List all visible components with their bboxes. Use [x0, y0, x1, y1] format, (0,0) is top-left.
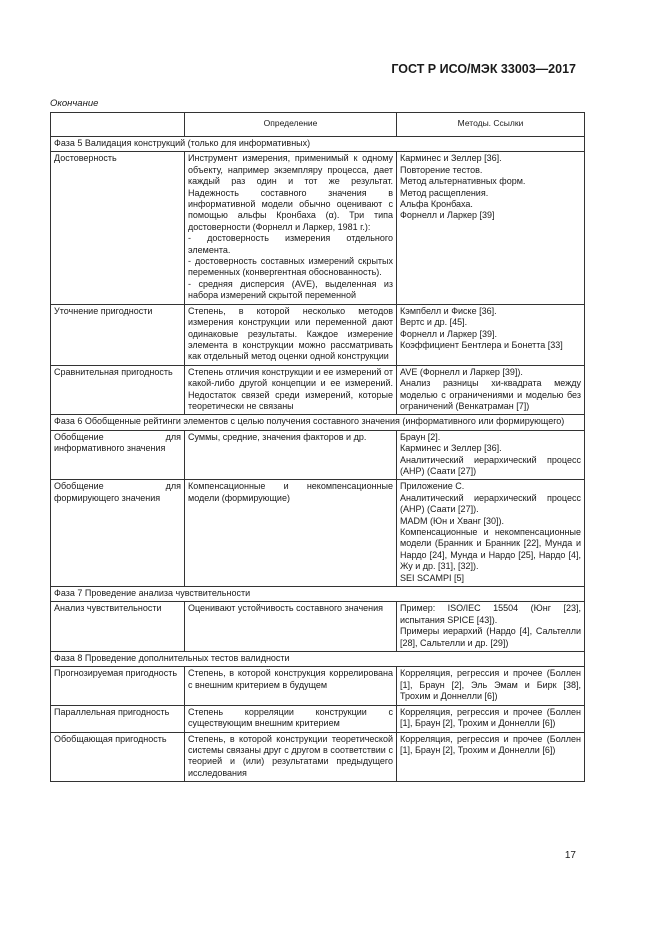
criterion-cell: Обобщение для информативного значения — [51, 430, 185, 480]
methods-table — [50, 112, 585, 782]
column-header-criterion — [51, 113, 185, 137]
phase-row — [51, 587, 585, 602]
method-reference: Корреляция, регрессия и прочее (Боллен [1], Браун [2], Эль Эмам и Бирк [38], Трохим и Доннелли [6]) — [400, 668, 581, 702]
method-reference: Примеры иерархий (Нардо [4], Сальтелли [28], Сальтелли и др. [29]) — [400, 626, 581, 648]
method-reference: Альфа Кронбаха. — [400, 199, 473, 210]
criterion-cell: Обобщающая пригодность — [51, 732, 185, 782]
method-reference: Метод альтернативных форм. — [400, 176, 526, 187]
column-header-definition: Определение — [185, 113, 397, 137]
phase-row — [51, 137, 585, 152]
method-reference: Коэффициент Бентлера и Бонетта [33] — [400, 339, 563, 350]
definition-text: Компенсационные и некомпенсационные модели (формирующие) — [188, 481, 393, 503]
document-code-header: ГОСТ Р ИСО/МЭК 33003—2017 — [391, 62, 576, 76]
methods-cell — [397, 732, 585, 782]
methods-cell — [397, 705, 585, 732]
definition-text: Степень отличия конструкции и ее измерений от какой-либо другой концепции и ее измерений. Недостаток связей среди измерений, которые теоретически не связаны — [188, 366, 393, 411]
method-reference: Карминес и Зеллер [36]. — [400, 443, 502, 454]
definition-text: Суммы, средние, значения факторов и др. — [188, 431, 367, 442]
table-row — [51, 480, 585, 587]
definition-cell — [185, 705, 397, 732]
method-reference: Корреляция, регрессия и прочее (Боллен [1], Браун [2], Трохим и Доннелли [6]) — [400, 706, 581, 729]
continuation-label: Окончание — [50, 98, 99, 109]
method-reference: Аналитический иерархический процесс (AHP) (Саати [27]) — [400, 454, 581, 476]
method-reference: Кэмпбелл и Фиске [36]. — [400, 305, 497, 316]
definition-cell — [185, 732, 397, 782]
method-reference: SEI SCAMPI [5] — [400, 572, 465, 583]
definition-cell — [185, 602, 397, 652]
methods-cell — [397, 430, 585, 480]
definition-cell — [185, 152, 397, 304]
column-header-methods: Методы. Ссылки — [397, 113, 585, 137]
criterion-cell: Уточнение пригодности — [51, 304, 185, 365]
method-reference: Приложение С. — [400, 481, 465, 492]
table-row — [51, 667, 585, 705]
definition-cell — [185, 480, 397, 587]
definition-text: Степень, в которой конструкции теоретической системы связаны друг с другом в соответствии с теорией и (или) результатами предыдущего исследования — [188, 733, 393, 778]
method-reference: Анализ разницы хи-квадрата между моделью с ограничениями и моделью без ограничений (Венкатраман [7]) — [400, 378, 581, 411]
criterion-cell: Анализ чувствительности — [51, 602, 185, 652]
phase-row — [51, 415, 585, 430]
definition-text: Степень корреляции конструкции с существующим внешним критерием — [188, 706, 393, 729]
definition-cell — [185, 430, 397, 480]
method-reference: Корреляция, регрессия и прочее (Боллен [1], Браун [2], Трохим и Доннелли [6]) — [400, 733, 581, 755]
definition-item: - достоверность измерения отдельного элемента. — [188, 233, 393, 255]
table-row — [51, 152, 585, 304]
method-reference: Форнелл и Ларкер [39]. — [400, 328, 498, 339]
definition-text: Оценивают устойчивость составного значения — [188, 603, 384, 614]
table-row — [51, 705, 585, 732]
criterion-cell: Параллельная пригодность — [51, 705, 185, 732]
table-header-row — [51, 113, 585, 137]
page-number: 17 — [564, 850, 576, 861]
method-reference: Повторение тестов. — [400, 164, 483, 175]
definition-cell — [185, 365, 397, 415]
methods-cell — [397, 480, 585, 587]
table-row — [51, 430, 585, 480]
method-reference: Форнелл и Ларкер [39] — [400, 210, 495, 221]
definition-item: - средняя дисперсия (AVE), выделенная из набора измерений скрытой переменной — [188, 278, 393, 301]
method-reference: MADM (Юн и Хванг [30]). — [400, 515, 505, 526]
method-reference: Компенсационные и некомпенсационные модели (Бранник и Бранник [22], Мунда и Нардо [24], Мунда и Нардо [25], Нардо [4], Жу и др. [31], [32]). — [400, 527, 581, 572]
methods-cell — [397, 667, 585, 705]
table-row — [51, 365, 585, 415]
definition-cell — [185, 304, 397, 365]
definition-text: Степень, в которой конструкция коррелирована с внешним критерием в будущем — [188, 668, 393, 690]
table-row — [51, 304, 585, 365]
criterion-cell: Обобщение для формирующего значения — [51, 480, 185, 587]
method-reference: Карминес и Зеллер [36]. — [400, 153, 502, 164]
methods-cell — [397, 365, 585, 415]
table-row — [51, 602, 585, 652]
phase-title: Фаза 7 Проведение анализа чувствительности — [51, 587, 585, 602]
method-reference: Пример: ISO/IEC 15504 (Юнг [23], испытания SPICE [43]). — [400, 603, 581, 625]
table-body — [51, 137, 585, 782]
definition-cell — [185, 667, 397, 705]
phase-title: Фаза 5 Валидация конструкций (только для информативных) — [51, 137, 585, 152]
criterion-cell: Прогнозируемая пригодность — [51, 667, 185, 705]
method-reference: Вертс и др. [45]. — [400, 317, 468, 328]
table-row — [51, 732, 585, 782]
phase-row — [51, 652, 585, 667]
definition-text: Степень, в которой несколько методов измерения конструкции или переменной дают одинаковые результаты. Каждое измерение элемента в конструкции можно рассматривать как отдельный метод оценки одной конструкции — [188, 305, 393, 362]
criterion-cell: Сравнительная пригодность — [51, 365, 185, 415]
method-reference: Браун [2]. — [400, 431, 441, 442]
methods-cell — [397, 152, 585, 304]
methods-cell — [397, 304, 585, 365]
method-reference: Аналитический иерархический процесс (AHP) (Саати [27]). — [400, 492, 581, 515]
phase-title: Фаза 6 Обобщенные рейтинги элементов с целью получения составного значения (информативного или формирующего) — [51, 415, 585, 430]
definition-item: - достоверность составных измерений скрытых переменных (конвергентная обоснованность). — [188, 256, 393, 278]
methods-cell — [397, 602, 585, 652]
method-reference: Метод расщепления. — [400, 187, 489, 198]
method-reference: AVE (Форнелл и Ларкер [39]). — [400, 366, 523, 377]
phase-title: Фаза 8 Проведение дополнительных тестов валидности — [51, 652, 585, 667]
definition-text: Инструмент измерения, применимый к одному объекту, например экземпляру процесса, дает каждый раз один и тот же результат. Надежность составного значения в информативной модели обычно оценивают с помощью альфы Кронбаха (α). Три типа достоверности (Форнелл и Ларкер, 1981 г.): — [188, 153, 393, 232]
criterion-cell: Достоверность — [51, 152, 185, 304]
